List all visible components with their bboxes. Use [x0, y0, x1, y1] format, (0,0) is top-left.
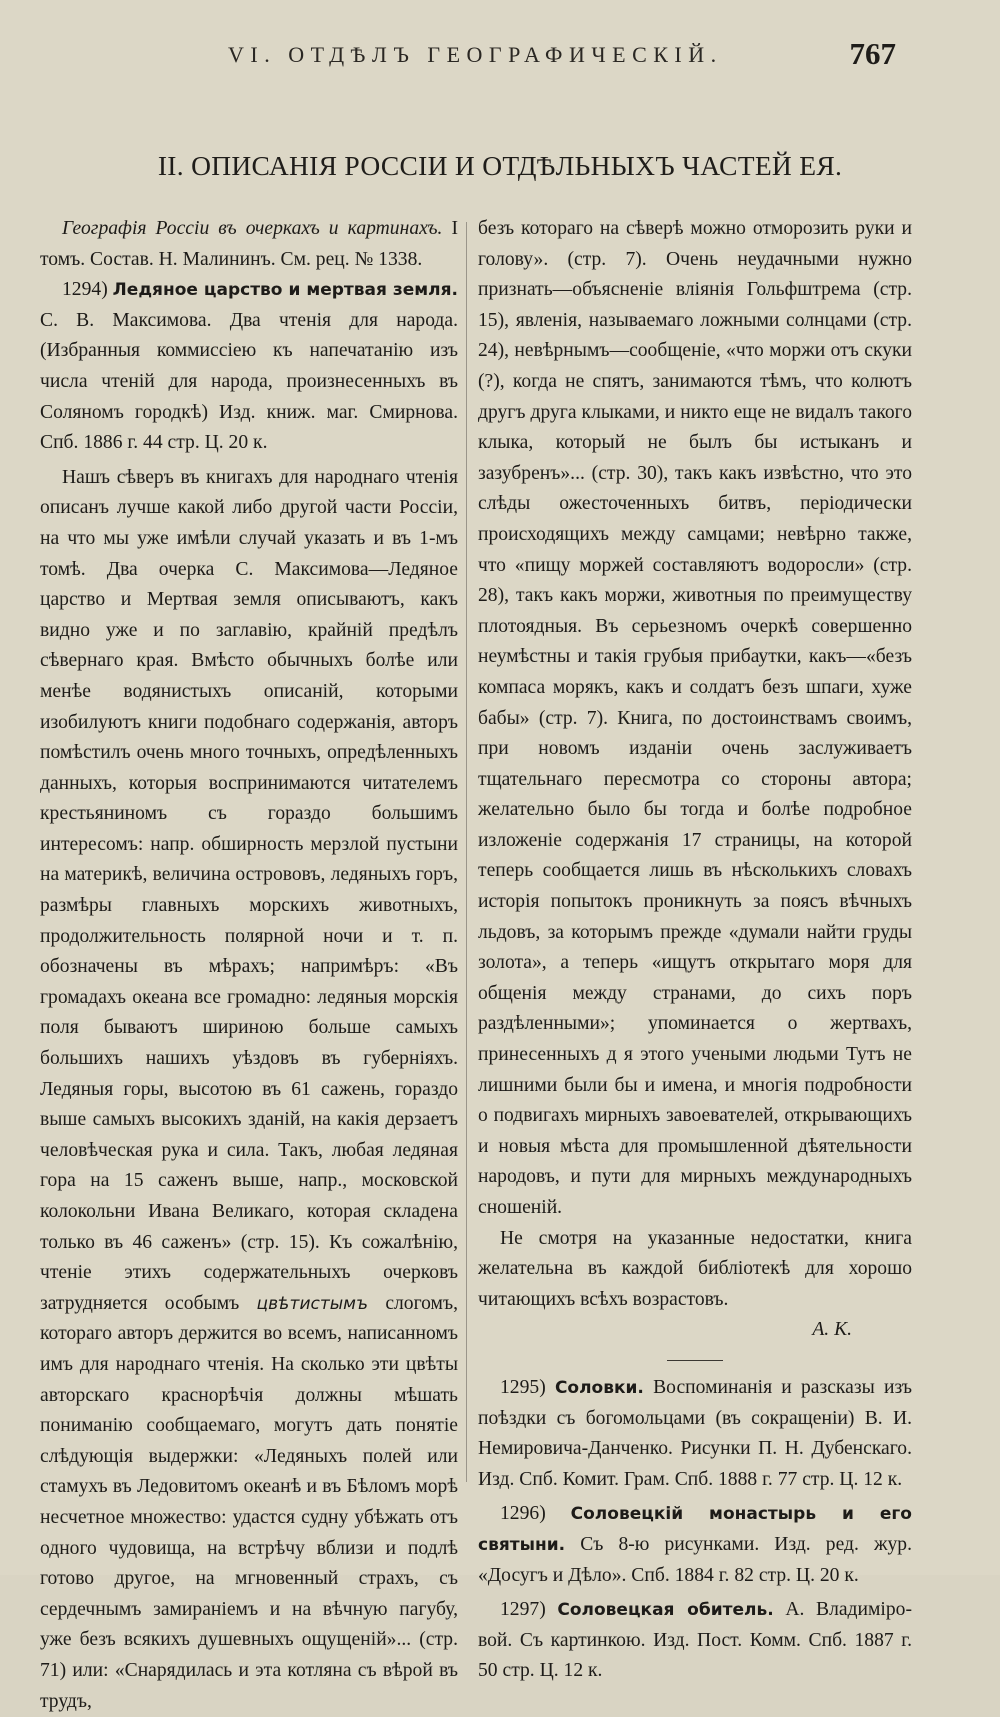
reviewer-signature: А. К.: [812, 1319, 852, 1341]
entry-text: Съ 8-ю рисунками. Изд. ред. жур. «Досугъ и Дѣло». Спб. 1884 г. 82 стр. Ц. 20 к.: [478, 1533, 912, 1586]
section-title: II. ОПИСАНІЯ РОССІИ И ОТДѢЛЬНЫХЪ ЧАСТЕЙ ЕЯ.: [157, 150, 843, 181]
entry-text: С. В. Максимова. Два чтенія для народа. (Избранныя коммиссіею къ напечатанію изъ числа чтеній для народа, произнесенныхъ въ Соляномъ городкѣ) Изд. книж. маг. Смирнова. Спб. 1886 г. 44 стр. Ц. 20 к.: [40, 309, 458, 454]
reference-text: I томъ. Состав. Н. Малининъ. См. рец. № 1338.: [40, 218, 458, 270]
entry-title: Соловецкая обитель.: [557, 1600, 774, 1621]
entry-text: А. Владимірo-вой. Съ картинкою. Изд. Пост. Комм. Спб. 1887 г. 50 стр. Ц. 12 к.: [478, 1599, 912, 1682]
entry-1294: [40, 275, 458, 459]
reference-title: Географія Россіи въ очеркахъ и картинахъ.: [62, 218, 443, 239]
entry-title: Ледяное царство и мертвая земля.: [112, 280, 458, 301]
entry-1296: [478, 1499, 912, 1591]
review-continued: безъ котораго на сѣверѣ можно отморозить руки и голову». (стр. 7). Очень неудачными нужно признать—объясненіе вліянія Гольфштрема (стр. 15), явленія, называемаго ложными солнцами (стр. 24), невѣрнымъ—сообщеніе, «что моржи отъ скуки (?), когда не спятъ, занимаются тѣмъ, что колютъ другъ друга клыками, и никто еще не видалъ такого клыка, который не былъ бы истыканъ и зазубренъ»... (стр. 30), такъ какъ извѣстно, что это слѣды ожесточенныхъ битвъ, періодически происходящихъ между самцами; невѣрно также, что «пищу моржей составляютъ водоросли» (стр. 28), такъ какъ моржи, животныя по преимуществу плотоядныя. Въ серьезномъ очеркѣ совершенно неумѣстны и такія грубыя прибаутки, какъ—«безъ компаса морякъ, какъ и солдатъ безъ шпаги, хуже бабы» (стр. 7). Книга, по достоинствамъ своимъ, при новомъ изданіи очень заслуживаетъ тщательнаго пересмотра со стороны автора; желательно было бы тогда и болѣе подробное изложеніе содержанія 17 страницы, на которой теперь сообщается лишь въ нѣсколькихъ словахъ исторія попытокъ проникнуть за поясъ вѣчныхъ льдовъ, за которымъ прежде «думали найти груды золота», а теперь «ищутъ открытаго моря для общенія между странами, до сихъ поръ раздѣленными»; упоминается о жертвахъ, принесенныхъ д я этого учеными людьми Тутъ не лишними были бы и имена, и многія подробности о подвигахъ мирныхъ завоевателей, открывающихъ и новыя мѣста для промышленной дѣятельности народовъ, и пути для мирныхъ международныхъ сношеній.: [478, 218, 912, 1218]
entry-1297: [478, 1595, 912, 1687]
page-number: 767: [849, 36, 896, 71]
entry-1295: [478, 1373, 912, 1495]
running-head: [0, 36, 1000, 82]
review-paragraph: [40, 463, 458, 1717]
review-text-part2: слогомъ, котораго авторъ держится во всемъ, написанномъ имъ для народнаго чтенія. На сколько эти цвѣты авторскаго краснорѣчія должны мѣшать пониманію сообщаемаго, могутъ дать понятіе слѣдующія выдержки: «Ледяныхъ полей или стамухъ въ Ледовитомъ океанѣ и въ Бѣломъ морѣ несчетное множество: удастся судну убѣжать отъ одного чудовища, на встрѣчу вблизи и подлѣ готово другое, на мгновенный страхъ, съ сердечнымъ замираніемъ и на вѣчную пагубу, уже безъ всякихъ душевныхъ ощущеній»... (стр. 71) или: «Снарядилась и эта котляна съ вѣрой въ трудъ,: [40, 1292, 458, 1712]
review-conclusion: Не смотря на указанные недостатки, книга желательна въ каждой библіотекѣ для хорошо читающихъ всѣхъ возрастовъ.: [478, 1227, 912, 1310]
entry-number: 1294): [62, 279, 108, 301]
entry-text: Воспоминанія и разсказы изъ поѣздки съ богомольцами (въ сокращеніи) В. И. Немировича-Данченко. Рисунки П. Н. Дубенскаго. Изд. Спб. Комит. Грам. Спб. 1888 г. 77 стр. Ц. 12 к.: [478, 1376, 912, 1490]
section-label: VI. ОТДѢЛЪ ГЕОГРАФИЧЕСКІЙ.: [228, 42, 723, 67]
entry-number: 1297): [500, 1599, 546, 1621]
column-divider: [466, 222, 467, 1482]
reference-paragraph: [40, 214, 458, 275]
left-column: [40, 214, 458, 1717]
entry-number: 1296): [500, 1503, 546, 1525]
review-text-part1: Нашъ сѣверъ въ книгахъ для народнаго чтенія описанъ лучше какой либо другой части Россіи, на что мы уже имѣли случай указать и въ 1-мъ томѣ. Два очерка С. Максимова—Ледяное царство и Мертвая земля описываютъ, какъ видно уже и по заглавію, крайній предѣлъ сѣвернаго края. Вмѣсто обычныхъ болѣе или менѣе водянистыхъ описаній, которыми изобилуютъ книги подобнаго содержанія, авторъ помѣстилъ очень много точныхъ, опредѣленныхъ данныхъ, которыя воспринимаются читателемъ крестьяниномъ съ гораздо большимъ интересомъ: напр. обширность мерзлой пустыни на материкѣ, величина острововъ, ледяныхъ горъ, размѣры главныхъ морскихъ животныхъ, продолжительность полярной ночи и т. п. обозначены въ мѣрахъ; напримѣръ: «Въ громадахъ океана все громадно: ледяныя морскія поля бываютъ шириною больше самыхъ большихъ нашихъ уѣздовъ въ губерніяхъ. Ледяныя горы, высотою въ 61 сажень, гораздо выше самыхъ высокихъ зданій, на какія дерзаетъ человѣческая рука и сила. Такъ, любая ледяная гора на 15 саженъ выше, напр., московской колокольни Ивана Великаго, которая складена только въ 46 саженъ» (стр. 15). Къ сожалѣнію, чтеніе этихъ содержательныхъ очерковъ затрудняется особымъ: [40, 466, 458, 1314]
entry-title: Соловецкій монастырь и его святыни.: [478, 1504, 912, 1555]
entry-number: 1295): [500, 1376, 546, 1398]
review-emphasis: цвѣтистымъ: [256, 1293, 369, 1314]
entry-separator: [667, 1360, 723, 1361]
entry-title: Соловки.: [554, 1377, 644, 1398]
right-column: [478, 214, 912, 1687]
